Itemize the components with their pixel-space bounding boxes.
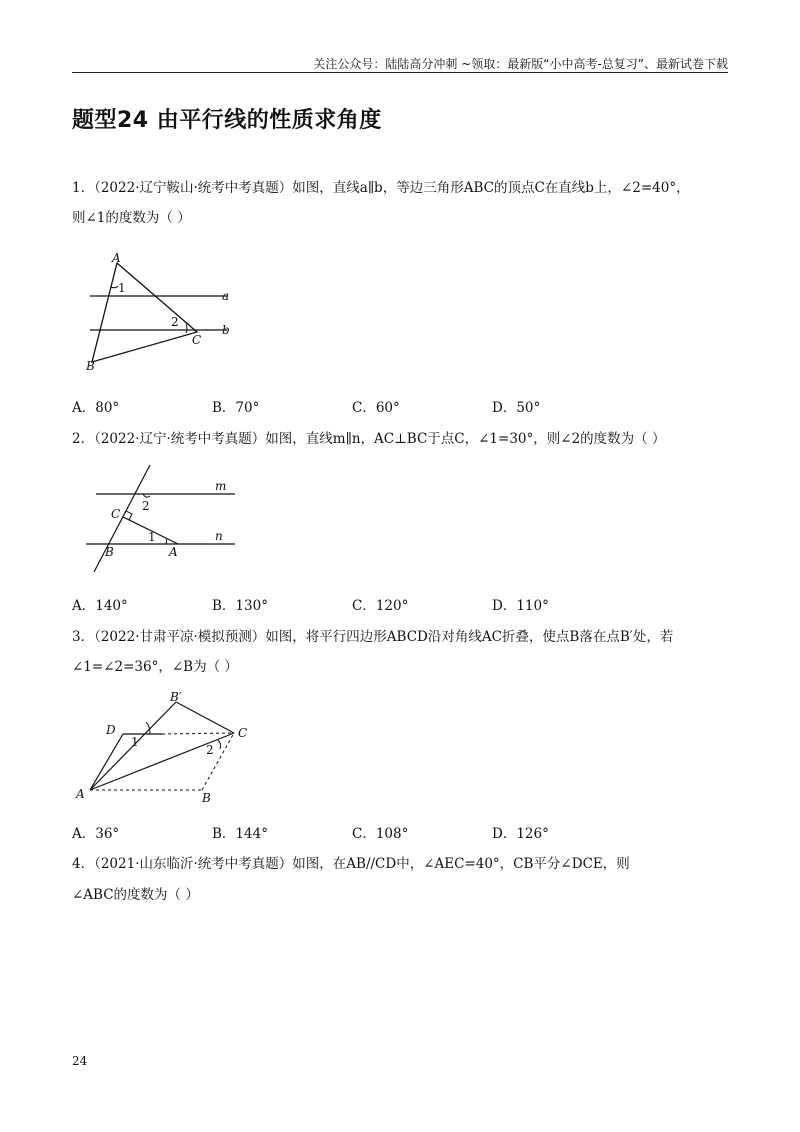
label-B-prime: B′	[170, 690, 182, 704]
question-2-option-b: B．130°	[212, 598, 268, 614]
diagonal-ac	[90, 733, 234, 790]
angle-1-arc	[166, 539, 167, 544]
page-number: 24	[72, 1054, 88, 1068]
label-line-m: m	[215, 479, 227, 493]
label-angle-2: 2	[142, 499, 150, 513]
side-b-prime-c	[176, 702, 234, 733]
question-2-figure	[80, 462, 245, 577]
question-1-line-2: 则∠1的度数为（ ）	[72, 210, 191, 226]
label-B: B	[86, 359, 95, 373]
label-line-n: n	[215, 529, 223, 543]
label-B: B	[202, 791, 211, 805]
question-4-line-1: 4．（2021·山东临沂·统考中考真题）如图，在AB//CD中，∠AEC=40°，CB平分∠DCE，则	[72, 856, 630, 872]
label-line-a: a	[222, 289, 230, 303]
section-title: 题型24 由平行线的性质求角度	[72, 108, 382, 133]
question-2-option-d: D．110°	[492, 598, 549, 614]
angle-2-arc	[218, 740, 221, 749]
question-3-option-d: D．126°	[492, 826, 549, 842]
label-C: C	[192, 333, 202, 347]
question-1-figure	[80, 245, 250, 380]
question-2-line-1: 2．（2022·辽宁·统考中考真题）如图，直线m∥n，AC⊥BC于点C，∠1=30°，则∠2的度数为（ ）	[72, 431, 666, 447]
label-angle-1: 1	[148, 530, 156, 544]
label-A: A	[76, 787, 85, 801]
question-2-option-a: A．140°	[72, 598, 128, 614]
header-divider	[72, 72, 728, 73]
side-bc-dashed	[202, 733, 234, 790]
label-angle-2: 2	[206, 743, 214, 757]
triangle-abc	[92, 263, 197, 362]
question-1-option-c: C．60°	[352, 400, 400, 416]
question-3-option-a: A．36°	[72, 826, 120, 842]
label-A: A	[112, 251, 121, 265]
question-2-option-c: C．120°	[352, 598, 409, 614]
label-D: D	[106, 723, 116, 737]
label-B: B	[105, 545, 114, 559]
label-C: C	[238, 726, 248, 740]
label-C: C	[111, 507, 121, 521]
question-1-line-1: 1．（2022·辽宁鞍山·统考中考真题）如图，直线a∥b，等边三角形ABC的顶点C在直线b上，∠2=40°，	[72, 180, 690, 196]
question-1-option-b: B．70°	[212, 400, 260, 416]
question-3-option-b: B．144°	[212, 826, 268, 842]
question-1-option-d: D．50°	[492, 400, 541, 416]
page-header-text: 关注公众号：陆陆高分冲刺 ~领取：最新版“小中高考-总复习”、最新试卷下载	[313, 57, 728, 71]
question-4-line-2: ∠ABC的度数为（ ）	[72, 887, 199, 903]
label-angle-1: 1	[118, 281, 126, 295]
question-3-option-c: C．108°	[352, 826, 409, 842]
question-1-option-a: A．80°	[72, 400, 120, 416]
angle-2-arc	[186, 324, 187, 333]
question-3-figure	[72, 688, 262, 806]
label-angle-1: 1	[131, 735, 139, 749]
label-A: A	[169, 545, 178, 559]
question-3-line-1: 3．（2022·甘肃平凉·模拟预测）如图，将平行四边形ABCD沿对角线AC折叠，使点B落在点B′处，若	[72, 629, 674, 645]
side-dc-dashed	[162, 733, 234, 734]
transversal-bc	[94, 465, 150, 572]
label-line-b: b	[222, 323, 230, 337]
label-angle-2: 2	[171, 315, 179, 329]
angle-1-arc	[111, 286, 118, 288]
question-3-line-2: ∠1=∠2=36°，∠B为（ ）	[72, 659, 238, 675]
